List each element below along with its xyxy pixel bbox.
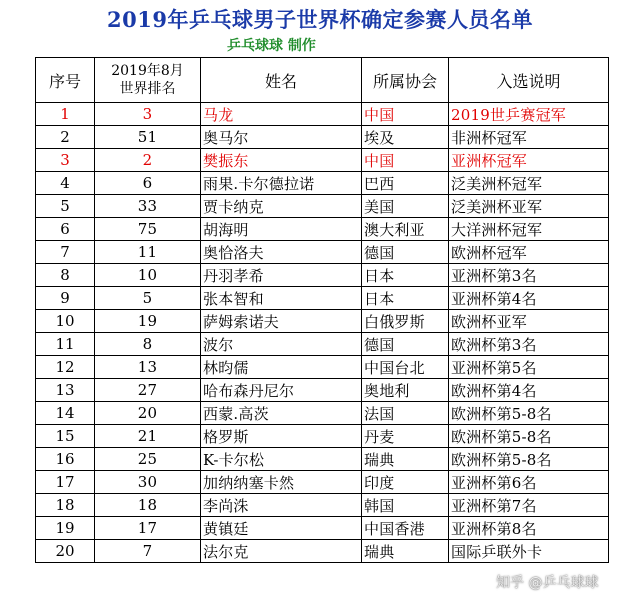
row-rank: 7 (95, 540, 201, 563)
row-name: 奥恰洛夫 (201, 241, 362, 264)
row-name: 哈布森丹尼尔 (201, 379, 362, 402)
row-name: 雨果.卡尔德拉诺 (201, 172, 362, 195)
row-no: 9 (36, 287, 95, 310)
row-association: 中国 (362, 149, 449, 172)
document-subtitle: 乒乓球球 制作 (227, 38, 316, 54)
table-body (36, 103, 609, 563)
header-rank (95, 58, 201, 103)
row-association: 中国香港 (362, 517, 449, 540)
row-no: 8 (36, 264, 95, 287)
row-name: 黄镇廷 (201, 517, 362, 540)
row-note: 欧洲杯第5-8名 (449, 425, 609, 448)
row-name: 李尚洙 (201, 494, 362, 517)
table-row (36, 356, 609, 379)
row-rank: 19 (95, 310, 201, 333)
row-association: 中国 (362, 103, 449, 126)
row-rank: 6 (95, 172, 201, 195)
table-row (36, 241, 609, 264)
table-row (36, 126, 609, 149)
table-row (36, 540, 609, 563)
row-no: 5 (36, 195, 95, 218)
table-row (36, 471, 609, 494)
row-no: 11 (36, 333, 95, 356)
row-association: 德国 (362, 333, 449, 356)
row-name: 法尔克 (201, 540, 362, 563)
row-name: 波尔 (201, 333, 362, 356)
row-rank: 11 (95, 241, 201, 264)
row-association: 埃及 (362, 126, 449, 149)
row-name: K-卡尔松 (201, 448, 362, 471)
row-rank: 13 (95, 356, 201, 379)
header-rank-line1: 2019年8月 (111, 63, 184, 79)
row-no: 10 (36, 310, 95, 333)
row-no: 18 (36, 494, 95, 517)
row-note: 亚洲杯第7名 (449, 494, 609, 517)
row-name: 马龙 (201, 103, 362, 126)
row-association: 中国台北 (362, 356, 449, 379)
table-row (36, 218, 609, 241)
row-rank: 30 (95, 471, 201, 494)
table-row (36, 425, 609, 448)
row-association: 印度 (362, 471, 449, 494)
row-rank: 2 (95, 149, 201, 172)
row-name: 贾卡纳克 (201, 195, 362, 218)
row-no: 2 (36, 126, 95, 149)
row-name: 奥马尔 (201, 126, 362, 149)
row-no: 6 (36, 218, 95, 241)
table-row (36, 333, 609, 356)
row-association: 瑞典 (362, 540, 449, 563)
row-note: 2019世乒赛冠军 (449, 103, 609, 126)
row-name: 张本智和 (201, 287, 362, 310)
row-note: 欧洲杯第5-8名 (449, 448, 609, 471)
header-name: 姓名 (201, 58, 362, 103)
row-note: 亚洲杯第6名 (449, 471, 609, 494)
roster-table (35, 57, 609, 563)
row-rank: 5 (95, 287, 201, 310)
row-note: 欧洲杯第4名 (449, 379, 609, 402)
row-note: 泛美洲杯亚军 (449, 195, 609, 218)
watermark: 知乎 @乒乓球球 (496, 575, 599, 591)
row-rank: 51 (95, 126, 201, 149)
table-row (36, 264, 609, 287)
row-no: 13 (36, 379, 95, 402)
header-note: 入选说明 (449, 58, 609, 103)
row-association: 白俄罗斯 (362, 310, 449, 333)
row-no: 1 (36, 103, 95, 126)
header-rank-line2: 世界排名 (119, 81, 176, 97)
row-note: 亚洲杯第5名 (449, 356, 609, 379)
row-association: 巴西 (362, 172, 449, 195)
row-no: 19 (36, 517, 95, 540)
row-rank: 25 (95, 448, 201, 471)
row-association: 丹麦 (362, 425, 449, 448)
row-note: 欧洲杯第3名 (449, 333, 609, 356)
row-association: 瑞典 (362, 448, 449, 471)
row-name: 萨姆索诺夫 (201, 310, 362, 333)
table-row (36, 149, 609, 172)
row-no: 7 (36, 241, 95, 264)
table-row (36, 172, 609, 195)
row-note: 亚洲杯第3名 (449, 264, 609, 287)
row-association: 美国 (362, 195, 449, 218)
row-rank: 10 (95, 264, 201, 287)
row-note: 欧洲杯第5-8名 (449, 402, 609, 425)
table-row (36, 195, 609, 218)
row-association: 德国 (362, 241, 449, 264)
table-row (36, 103, 609, 126)
row-rank: 17 (95, 517, 201, 540)
row-association: 法国 (362, 402, 449, 425)
header-no: 序号 (36, 58, 95, 103)
row-note: 亚洲杯第4名 (449, 287, 609, 310)
row-name: 樊振东 (201, 149, 362, 172)
row-note: 亚洲杯冠军 (449, 149, 609, 172)
table-row (36, 448, 609, 471)
row-association: 韩国 (362, 494, 449, 517)
row-name: 西蒙.高茨 (201, 402, 362, 425)
row-rank: 27 (95, 379, 201, 402)
row-no: 4 (36, 172, 95, 195)
row-no: 3 (36, 149, 95, 172)
row-no: 20 (36, 540, 95, 563)
table-row (36, 379, 609, 402)
row-no: 12 (36, 356, 95, 379)
row-rank: 21 (95, 425, 201, 448)
row-note: 亚洲杯第8名 (449, 517, 609, 540)
row-rank: 18 (95, 494, 201, 517)
row-association: 奥地利 (362, 379, 449, 402)
row-no: 16 (36, 448, 95, 471)
row-association: 澳大利亚 (362, 218, 449, 241)
row-rank: 33 (95, 195, 201, 218)
table-row (36, 287, 609, 310)
header-association: 所属协会 (362, 58, 449, 103)
document-title: 2019年乒乓球男子世界杯确定参赛人员名单 (107, 7, 533, 32)
row-note: 欧洲杯冠军 (449, 241, 609, 264)
row-note: 泛美洲杯冠军 (449, 172, 609, 195)
row-name: 丹羽孝希 (201, 264, 362, 287)
row-note: 国际乒联外卡 (449, 540, 609, 563)
row-name: 格罗斯 (201, 425, 362, 448)
row-rank: 20 (95, 402, 201, 425)
table-row (36, 494, 609, 517)
row-note: 大洋洲杯冠军 (449, 218, 609, 241)
row-name: 林昀儒 (201, 356, 362, 379)
table-row (36, 402, 609, 425)
row-name: 胡海明 (201, 218, 362, 241)
table-header-row (36, 58, 609, 103)
table-row (36, 517, 609, 540)
row-no: 14 (36, 402, 95, 425)
row-no: 15 (36, 425, 95, 448)
table-row (36, 310, 609, 333)
row-rank: 3 (95, 103, 201, 126)
row-name: 加纳纳塞卡然 (201, 471, 362, 494)
row-association: 日本 (362, 287, 449, 310)
row-note: 欧洲杯亚军 (449, 310, 609, 333)
row-rank: 8 (95, 333, 201, 356)
row-association: 日本 (362, 264, 449, 287)
row-no: 17 (36, 471, 95, 494)
row-rank: 75 (95, 218, 201, 241)
row-note: 非洲杯冠军 (449, 126, 609, 149)
